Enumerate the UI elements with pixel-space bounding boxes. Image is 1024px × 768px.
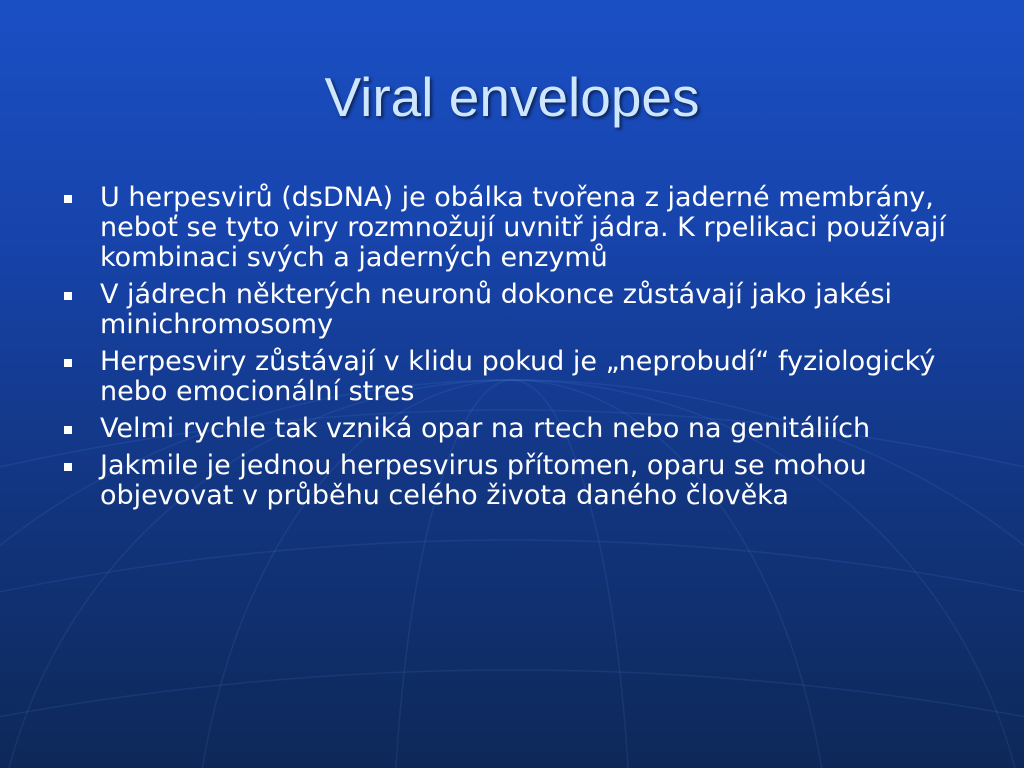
square-bullet-icon xyxy=(64,292,72,300)
bullet-text: U herpesvirů (dsDNA) je obálka tvořena z jaderné membrány, neboť se tyto viry rozmnožují uvnitř jádra. K rpelikaci používají kombinaci svých a jaderných enzymů xyxy=(100,182,946,273)
square-bullet-icon xyxy=(64,463,72,471)
bullet-item xyxy=(58,347,988,407)
slide-title: Viral envelopes xyxy=(324,66,700,128)
bullet-text: Herpesviry zůstávají v klidu pokud je „neprobudí“ fyziologický nebo emocionální stres xyxy=(100,346,936,407)
square-bullet-icon xyxy=(64,195,72,203)
bullet-item xyxy=(58,183,988,273)
bullet-list xyxy=(58,183,988,518)
square-bullet-icon xyxy=(64,426,72,434)
bullet-text: Velmi rychle tak vzniká opar na rtech nebo na genitáliích xyxy=(100,413,871,444)
bullet-item xyxy=(58,414,988,444)
bullet-text: V jádrech některých neuronů dokonce zůstávají jako jakési minichromosomy xyxy=(100,279,893,340)
bullet-text: Jakmile je jednou herpesvirus přítomen, oparu se mohou objevovat v průběhu celého života daného člověka xyxy=(100,450,867,511)
bullet-item xyxy=(58,451,988,511)
square-bullet-icon xyxy=(64,359,72,367)
bullet-item xyxy=(58,280,988,340)
